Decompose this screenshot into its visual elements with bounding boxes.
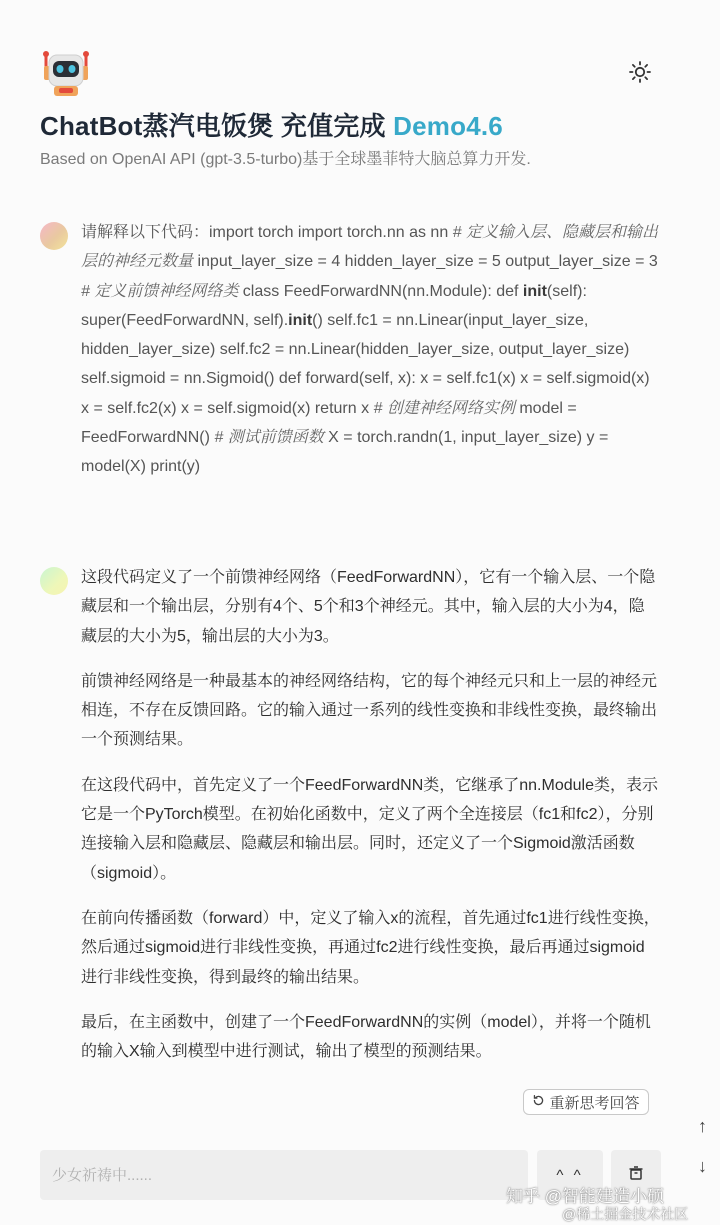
refresh-icon [532,1094,545,1110]
user-text-segment: input_layer_size = 4 hidden_layer_size = 5 output_layer_size = 3 [193,253,658,271]
user-text-segment: model = FeedForwardNN() [81,399,577,447]
user-text-segment: 请解释以下代码：import torch import torch.nn as nn [81,224,453,241]
user-text-segment: init [288,311,313,329]
title-text: ChatBot蒸汽电饭煲 充值完成 [40,111,386,141]
bot-paragraph: 在前向传播函数（forward）中，定义了输入x的流程，首先通过fc1进行线性变换，然后通过sigmoid进行非线性变换，再通过fc2进行线性变换，最后再通过sigmoid进行非线性变换，得到最终的输出结果。 [81,909,660,986]
app-header [40,46,680,98]
watermark [506,1180,720,1225]
version-label: Demo4.6 [393,111,503,141]
user-text-segment: class FeedForwardNN(nn.Module): def [238,282,523,300]
bot-message-text [81,563,660,1066]
send-label: ^ ^ [556,1166,584,1184]
user-avatar [40,222,68,250]
user-text-segment: (self): super(FeedForwardNN, self). [81,282,587,329]
user-message [40,218,660,482]
robot-logo-icon [40,46,92,98]
bot-paragraph: 在这段代码中，首先定义了一个FeedForwardNN类，它继承了nn.Module类，表示它是一个PyTorch模型。在初始化函数中，定义了两个全连接层（fc1和fc2），分别连接输入层和隐藏层、隐藏层和输出层。同时，还定义了一个Sigmoid激活函数（sigmoid）。 [81,776,658,882]
user-message-text [81,218,660,482]
sun-icon[interactable] [628,60,652,84]
watermark-line-1: 知乎 @智能建造小硕 [506,1187,664,1206]
bot-message [40,563,660,1082]
bot-paragraph: 这段代码定义了一个前馈神经网络（FeedForwardNN），它有一个输入层、一个隐藏层和一个输出层，分别有4个、5个和3个神经元。其中，输入层的大小为4，隐藏层的大小为5，输出层的大小为3。 [81,569,656,645]
chat-input[interactable] [40,1150,528,1200]
watermark-line-2: @稀土掘金技术社区 [562,1206,689,1222]
user-text-segment: init [522,282,547,300]
arrow-up-icon[interactable]: ↑ [698,1116,707,1136]
user-text-segment: X = torch.randn(1, input_layer_size) y = model(X) print(y) [81,429,609,476]
arrow-down-icon[interactable]: ↓ [698,1156,707,1176]
bot-paragraph: 最后，在主函数中，创建了一个FeedForwardNN的实例（model），并将一个随机的输入X输入到模型中进行测试，输出了模型的预测结果。 [81,1013,651,1061]
page-title [40,106,503,143]
user-text-segment: () self.fc1 = nn.Linear(input_layer_size, hidden_layer_size) self.fc2 = nn.Linear(hidden_layer_size, output_layer_size) self.sigmoid = nn.Sigmoid() def forward(self, x): x = self.fc1(x) x = self.sigmoid(x) x = self.fc2(x) x = self.sigmoid(x) return x [81,311,650,417]
user-text-segment: # 定义前馈神经网络类 [81,282,239,300]
regenerate-label: 重新思考回答 [549,1094,640,1112]
subtitle: Based on OpenAI API (gpt-3.5-turbo)基于全球墨菲特大脑总算力开发. [40,151,531,168]
bot-paragraph: 前馈神经网络是一种最基本的神经网络结构，它的每个神经元只和上一层的神经元相连，不存在反馈回路。它的输入通过一系列的线性变换和非线性变换，最终输出一个预测结果。 [81,672,658,749]
user-text-segment: # 定义输入层、隐藏层和输出层的神经元数量 [81,224,659,271]
user-text-segment: # 测试前馈函数 [214,429,324,447]
user-text-segment: # 创建神经网络实例 [373,399,515,417]
bot-avatar [40,567,68,595]
regenerate-button[interactable] [523,1089,649,1115]
